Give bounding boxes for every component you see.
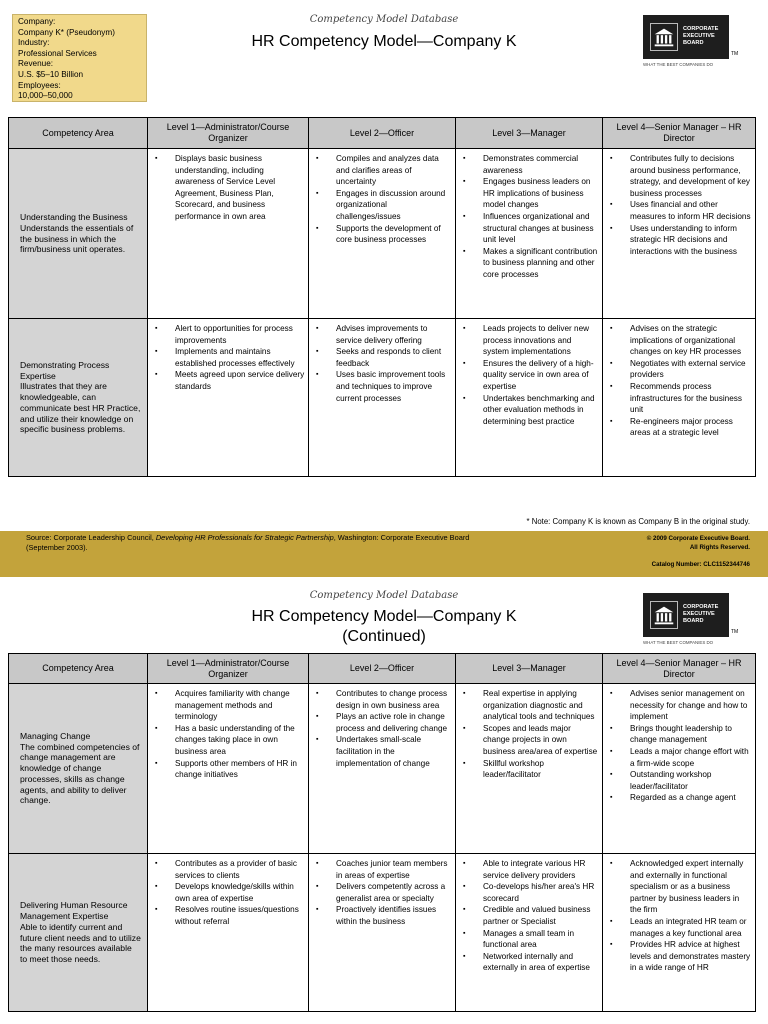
list-item: ▪ Uses understanding to inform strategic HR decisions and interactions with the business bbox=[606, 223, 752, 258]
catalog-number: Catalog Number: CLC1152344746 bbox=[651, 561, 750, 568]
info-line: Company K* (Pseudonym) bbox=[18, 27, 115, 37]
list-item: ▪ Brings thought leadership to change management bbox=[606, 723, 752, 746]
list-item: ▪ Leads a major change effort with a firm-wide scope bbox=[606, 746, 752, 769]
list-item: ▪ Re-engineers major process areas at a strategic level bbox=[606, 416, 752, 439]
title-line: (Continued) bbox=[342, 628, 426, 645]
company-logo bbox=[643, 15, 739, 67]
list-item: ▪ Acknowledged expert internally and externally in functional specialism or as a business partner by business leaders in the firm bbox=[606, 858, 752, 916]
title-line: HR Competency Model—Company K bbox=[251, 608, 517, 625]
info-line: Revenue: bbox=[18, 59, 54, 69]
area-title: Demonstrating Process Expertise bbox=[20, 359, 110, 381]
info-line: U.S. $5–10 Billion bbox=[18, 69, 84, 79]
building-icon bbox=[650, 23, 678, 51]
list-item: ▪ Engages business leaders on HR implications of business model changes bbox=[459, 176, 599, 211]
header-row bbox=[9, 654, 756, 684]
list-item: ▪ Advises improvements to service delivery offering bbox=[312, 323, 452, 346]
list-item: ▪ Skillful workshop leader/facilitator bbox=[459, 758, 599, 781]
level-cell bbox=[309, 149, 456, 319]
list-item: ▪ Meets agreed upon service delivery standards bbox=[151, 369, 305, 392]
list-item: ▪ Regarded as a change agent bbox=[606, 792, 752, 804]
list-item: ▪ Proactively identifies issues within the business bbox=[312, 904, 452, 927]
info-line: 10,000–50,000 bbox=[18, 91, 73, 101]
level-cell bbox=[456, 319, 603, 477]
bullet-list bbox=[459, 688, 599, 781]
bullet-list bbox=[606, 323, 752, 439]
list-item: ▪ Displays basic business understanding, including awareness of Service Level Agreement, Business Plan, Scorecard, and business performance in own area bbox=[151, 153, 305, 223]
bullet-list bbox=[151, 688, 305, 781]
header-level-3: Level 3—Manager bbox=[456, 654, 603, 684]
header-level-3: Level 3—Manager bbox=[456, 118, 603, 149]
header-level-1: Level 1—Administrator/Course Organizer bbox=[148, 118, 309, 149]
list-item: ▪ Advises on the strategic implications of organizational changes on key HR processes bbox=[606, 323, 752, 358]
list-item: ▪ Provides HR advice at highest levels and demonstrates mastery in a wide range of HR bbox=[606, 939, 752, 974]
logo-text bbox=[683, 604, 718, 625]
list-item: ▪ Credible and valued business partner or Specialist bbox=[459, 904, 599, 927]
list-item: ▪ Manages a small team in functional area bbox=[459, 928, 599, 951]
list-item: ▪ Contributes fully to decisions around business performance, strategy, and development of key business processes bbox=[606, 153, 752, 199]
source-citation bbox=[26, 533, 476, 553]
competency-area-cell bbox=[9, 854, 148, 1012]
list-item: ▪ Co-develops his/her area's HR scorecard bbox=[459, 881, 599, 904]
list-item: ▪ Recommends process infrastructures for the business unit bbox=[606, 381, 752, 416]
level-cell bbox=[603, 319, 756, 477]
bullet-list bbox=[312, 688, 452, 769]
competency-area-cell bbox=[9, 149, 148, 319]
area-title: Delivering Human Resource Management Expertise bbox=[20, 900, 128, 921]
level-cell bbox=[603, 149, 756, 319]
logo-block bbox=[643, 15, 739, 59]
table-row bbox=[9, 149, 756, 319]
level-cell bbox=[309, 854, 456, 1012]
table-row bbox=[9, 854, 756, 1012]
table-row bbox=[9, 684, 756, 854]
source-title: Developing HR Professionals for Strategic Partnership bbox=[155, 533, 334, 542]
bullet-list bbox=[151, 858, 305, 928]
level-cell bbox=[456, 854, 603, 1012]
header-level-2: Level 2—Officer bbox=[309, 654, 456, 684]
info-line: Professional Services bbox=[18, 48, 97, 58]
area-title: Understanding the Business bbox=[20, 211, 128, 222]
list-item: ▪ Outstanding workshop leader/facilitator bbox=[606, 769, 752, 792]
list-item: ▪ Alert to opportunities for process improvements bbox=[151, 323, 305, 346]
level-cell bbox=[148, 319, 309, 477]
header-row bbox=[9, 118, 756, 149]
table-row bbox=[9, 319, 756, 477]
logo-line: BOARD bbox=[683, 618, 704, 624]
list-item: ▪ Able to integrate various HR service delivery providers bbox=[459, 858, 599, 881]
list-item: ▪ Advises senior management on necessity for change and how to implement bbox=[606, 688, 752, 723]
bullet-list bbox=[459, 858, 599, 974]
competency-area-cell bbox=[9, 319, 148, 477]
list-item: ▪ Undertakes benchmarking and other evaluation methods in determining best practice bbox=[459, 393, 599, 428]
list-item: ▪ Supports other members of HR in change initiatives bbox=[151, 758, 305, 781]
list-item: ▪ Leads projects to deliver new process innovations and system implementations bbox=[459, 323, 599, 358]
bullet-list bbox=[312, 153, 452, 246]
source-prefix: Source: Corporate Leadership Council, bbox=[26, 533, 156, 542]
level-cell bbox=[148, 854, 309, 1012]
logo-line: CORPORATE bbox=[683, 604, 719, 610]
logo-tagline: WHAT THE BEST COMPANIES DO bbox=[643, 62, 714, 67]
copyright-line: © 2009 Corporate Executive Board. bbox=[646, 535, 750, 542]
info-line: Company: bbox=[18, 17, 56, 26]
bullet-list bbox=[459, 153, 599, 281]
area-description: The combined competencies of change management are knowledge of change processes, skills as change agents, and ability to deliver change. bbox=[20, 741, 140, 806]
competency-table-1 bbox=[8, 117, 756, 477]
list-item: ▪ Networked internally and externally in area of expertise bbox=[459, 951, 599, 974]
list-item: ▪ Makes a significant contribution to business planning and other core processes bbox=[459, 246, 599, 281]
bullet-list bbox=[312, 858, 452, 928]
level-cell bbox=[148, 149, 309, 319]
bullet-list bbox=[606, 858, 752, 974]
database-title: Competency Model Database bbox=[309, 590, 459, 601]
list-item: ▪ Scopes and leads major change projects in own business area/area of expertise bbox=[459, 723, 599, 758]
list-item: ▪ Coaches junior team members in areas of expertise bbox=[312, 858, 452, 881]
logo-line: CORPORATE bbox=[683, 26, 719, 32]
area-description: Illustrates that they are knowledgeable, can communicate best HR Practice, and utilize their knowledge on specific business problems. bbox=[20, 381, 141, 435]
header-level-4: Level 4—Senior Manager – HR Director bbox=[603, 118, 756, 149]
competency-area-cell bbox=[9, 684, 148, 854]
info-line: Industry: bbox=[18, 38, 50, 48]
bullet-list bbox=[459, 323, 599, 427]
logo-line: EXECUTIVE bbox=[683, 611, 715, 617]
trademark: TM bbox=[731, 51, 739, 57]
list-item: ▪ Supports the development of core business processes bbox=[312, 223, 452, 246]
trademark: TM bbox=[731, 629, 739, 635]
area-description: Understands the essentials of the business in which the firm/business unit operates. bbox=[20, 222, 134, 255]
list-item: ▪ Seeks and responds to client feedback bbox=[312, 346, 452, 369]
level-cell bbox=[456, 684, 603, 854]
list-item: ▪ Contributes to change process design in own business area bbox=[312, 688, 452, 711]
logo-line: BOARD bbox=[683, 40, 704, 46]
list-item: ▪ Delivers competently across a generalist area or specialty bbox=[312, 881, 452, 904]
building-icon bbox=[650, 601, 678, 629]
copyright bbox=[647, 534, 750, 552]
logo-line: EXECUTIVE bbox=[683, 33, 715, 39]
logo-tagline: WHAT THE BEST COMPANIES DO bbox=[643, 640, 714, 645]
level-cell bbox=[603, 854, 756, 1012]
list-item: ▪ Negotiates with external service providers bbox=[606, 358, 752, 381]
logo-block bbox=[643, 593, 739, 637]
company-logo bbox=[643, 593, 739, 645]
header-competency-area: Competency Area bbox=[9, 118, 148, 149]
list-item: ▪ Acquires familiarity with change management methods and terminology bbox=[151, 688, 305, 723]
list-item: ▪ Undertakes small-scale facilitation in the implementation of change bbox=[312, 734, 452, 769]
bullet-list bbox=[312, 323, 452, 404]
list-item: ▪ Real expertise in applying organization diagnostic and analytical tools and techniques bbox=[459, 688, 599, 723]
list-item: ▪ Uses financial and other measures to inform HR decisions bbox=[606, 199, 752, 222]
company-info-box bbox=[12, 14, 147, 102]
page-title: HR Competency Model—Company K bbox=[251, 33, 517, 50]
copyright-line: All Rights Reserved. bbox=[689, 544, 750, 551]
info-line: Employees: bbox=[18, 80, 61, 90]
area-description: Able to identify current and future client needs and to utilize the many resources available to meet those needs. bbox=[20, 921, 141, 965]
list-item: ▪ Leads an integrated HR team or manages a key functional area bbox=[606, 916, 752, 939]
header-level-4: Level 4—Senior Manager – HR Director bbox=[603, 654, 756, 684]
list-item: ▪ Engages in discussion around organizational challenges/issues bbox=[312, 188, 452, 223]
footnote: * Note: Company K is known as Company B in the original study. bbox=[526, 517, 750, 526]
level-cell bbox=[148, 684, 309, 854]
level-cell bbox=[603, 684, 756, 854]
bullet-list bbox=[151, 323, 305, 393]
list-item: ▪ Demonstrates commercial awareness bbox=[459, 153, 599, 176]
header-level-2: Level 2—Officer bbox=[309, 118, 456, 149]
list-item: ▪ Uses basic improvement tools and techniques to improve current processes bbox=[312, 369, 452, 404]
database-title: Competency Model Database bbox=[309, 14, 459, 25]
bullet-list bbox=[606, 153, 752, 257]
level-cell bbox=[309, 684, 456, 854]
bullet-list bbox=[151, 153, 305, 223]
list-item: ▪ Implements and maintains established processes effectively bbox=[151, 346, 305, 369]
level-cell bbox=[309, 319, 456, 477]
header-level-1: Level 1—Administrator/Course Organizer bbox=[148, 654, 309, 684]
list-item: ▪ Has a basic understanding of the changes taking place in own business area bbox=[151, 723, 305, 758]
source-suffix: , Washington: Corporate Executive Board (September 2003). bbox=[26, 533, 470, 553]
bullet-list bbox=[606, 688, 752, 804]
competency-table-2 bbox=[8, 653, 756, 1012]
list-item: ▪ Compiles and analyzes data and clarifies areas of uncertainty bbox=[312, 153, 452, 188]
list-item: ▪ Plays an active role in change process and delivering change bbox=[312, 711, 452, 734]
level-cell bbox=[456, 149, 603, 319]
area-title: Managing Change bbox=[20, 730, 91, 741]
list-item: ▪ Resolves routine issues/questions without referral bbox=[151, 904, 305, 927]
list-item: ▪ Ensures the delivery of a high-quality service in own area of expertise bbox=[459, 358, 599, 393]
logo-text bbox=[683, 26, 718, 47]
list-item: ▪ Influences organizational and structural changes at business unit level bbox=[459, 211, 599, 246]
list-item: ▪ Contributes as a provider of basic services to clients bbox=[151, 858, 305, 881]
list-item: ▪ Develops knowledge/skills within own area of expertise bbox=[151, 881, 305, 904]
header-competency-area: Competency Area bbox=[9, 654, 148, 684]
